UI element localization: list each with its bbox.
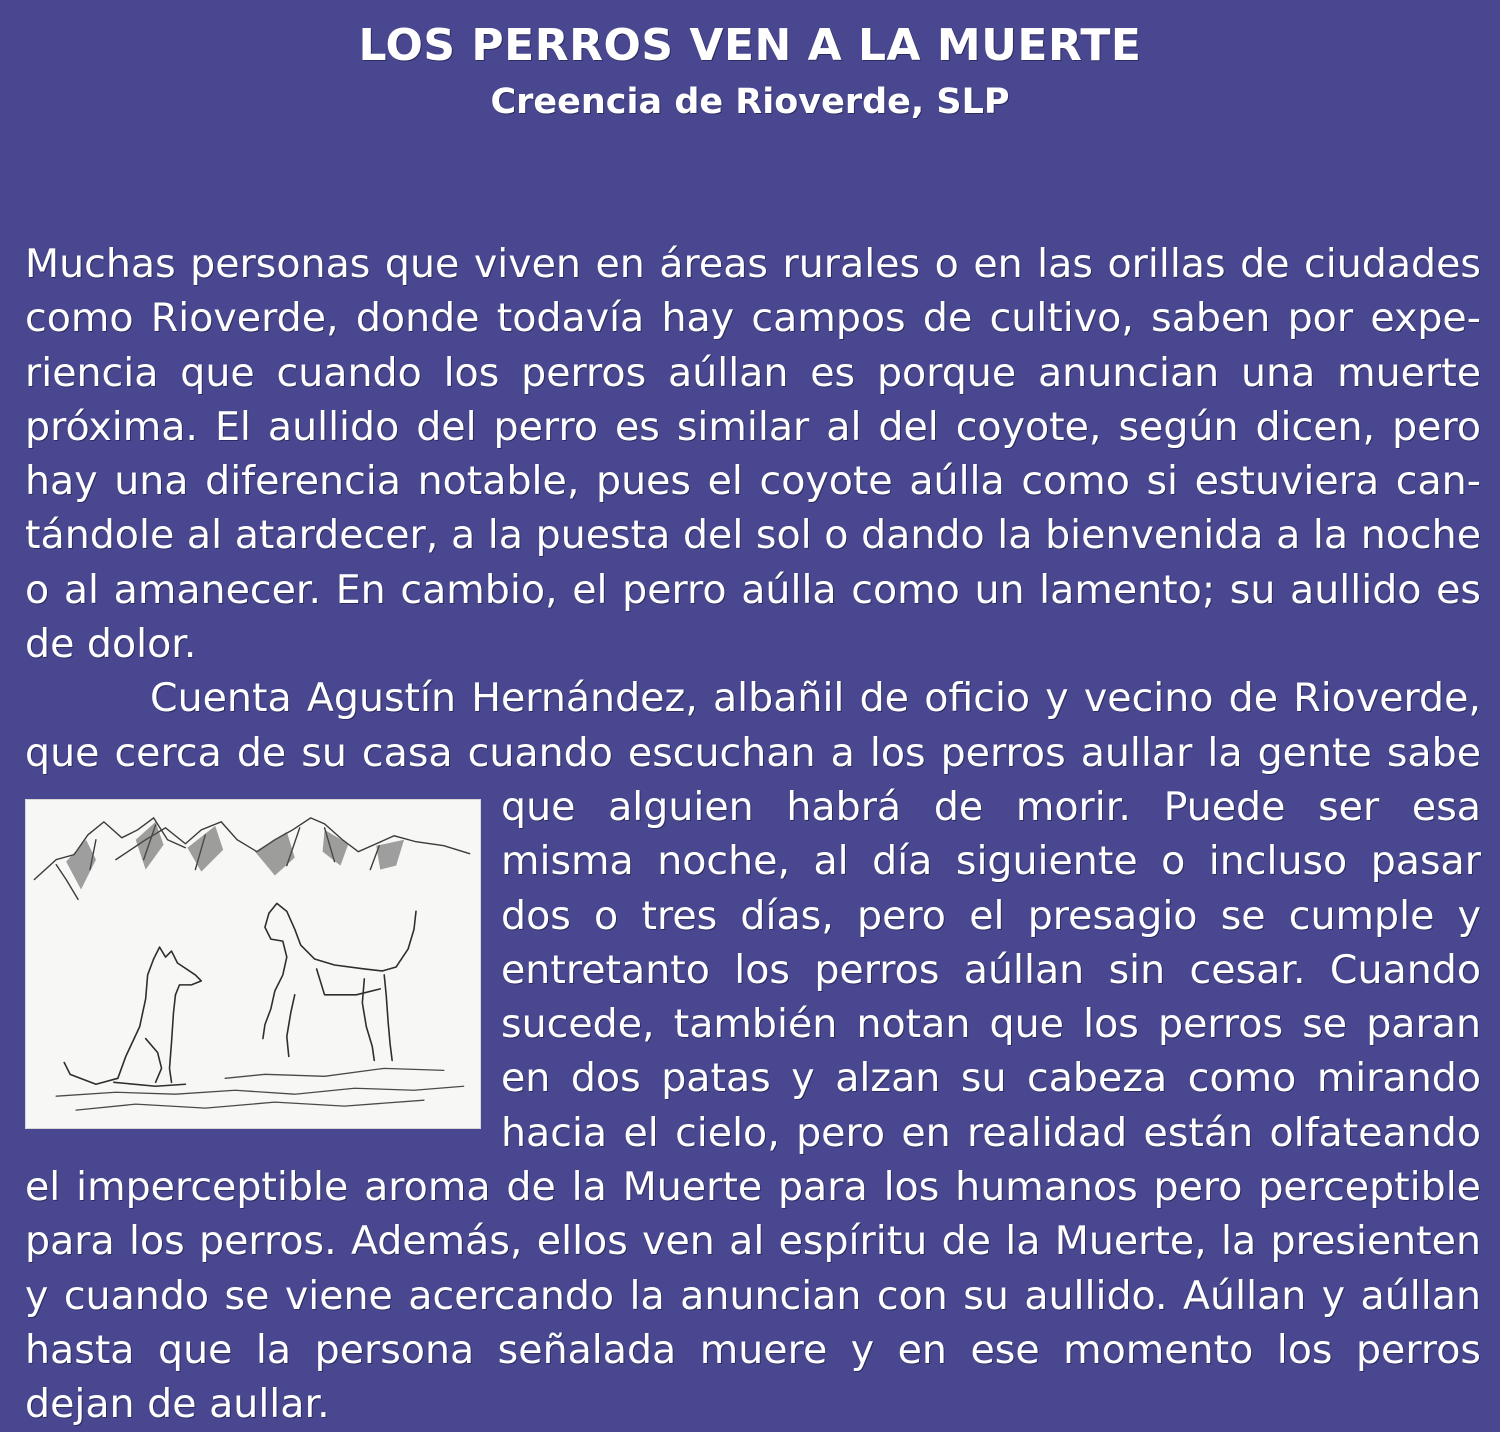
article-body bbox=[25, 237, 1481, 1432]
mountains-sketch bbox=[34, 818, 469, 900]
paragraph-2-block bbox=[25, 671, 1481, 1431]
page-subtitle: Creencia de Rioverde, SLP bbox=[490, 82, 1010, 122]
howling-dog bbox=[263, 903, 416, 1060]
sitting-dog bbox=[64, 947, 201, 1086]
paragraph-1: Muchas personas que viven en áreas rurales o en las orillas de ciudades como Rioverde, donde todavía hay campos de cultivo, saben por experiencia que cuando los perros aúllan es porque anuncian una muerte próxima. El aullido del perro es similar al del coyote, según dicen, pero hay una diferencia notable, pues el coyote aúlla como si estuviera cantándole al atardecer, a la puesta del sol o dando la bienvenida a la noche o al amanecer. En cambio, el perro aúlla como un lamento; su aullido es de dolor. bbox=[25, 241, 1481, 668]
mountains-shading bbox=[66, 822, 404, 890]
dogs-sketch-image bbox=[26, 800, 480, 1128]
page-title: LOS PERROS VEN A LA MUERTE bbox=[358, 20, 1142, 71]
howling-dogs-illustration bbox=[25, 799, 481, 1129]
paragraph-2: Cuenta Agustín Hernández, albañil de oficio y vecino de Rioverde, que cerca de su casa cuando escuchan a los perros aullar la gente sabe que alguien habrá de morir. Puede ser esa misma noche, al día siguiente o incluso pasar dos o tres días, pero el presagio se cumple y entretanto los perros aúllan sin cesar. Cuando sucede, también notan que los perros se paran en dos patas y alzan su cabeza como mirando hacia el cielo, pero en realidad están olfateando el imperceptible aroma de la Muerte para los humanos pero perceptible para los perros. Además, ellos ven al espíritu de la Muerte, la presienten y cuando se viene acercando la anuncian con su aullido. Aúllan y aúllan hasta que la persona señalada muere y en ese momento los perros dejan de aullar. bbox=[25, 675, 1481, 1428]
ground-sketch bbox=[56, 1068, 464, 1110]
